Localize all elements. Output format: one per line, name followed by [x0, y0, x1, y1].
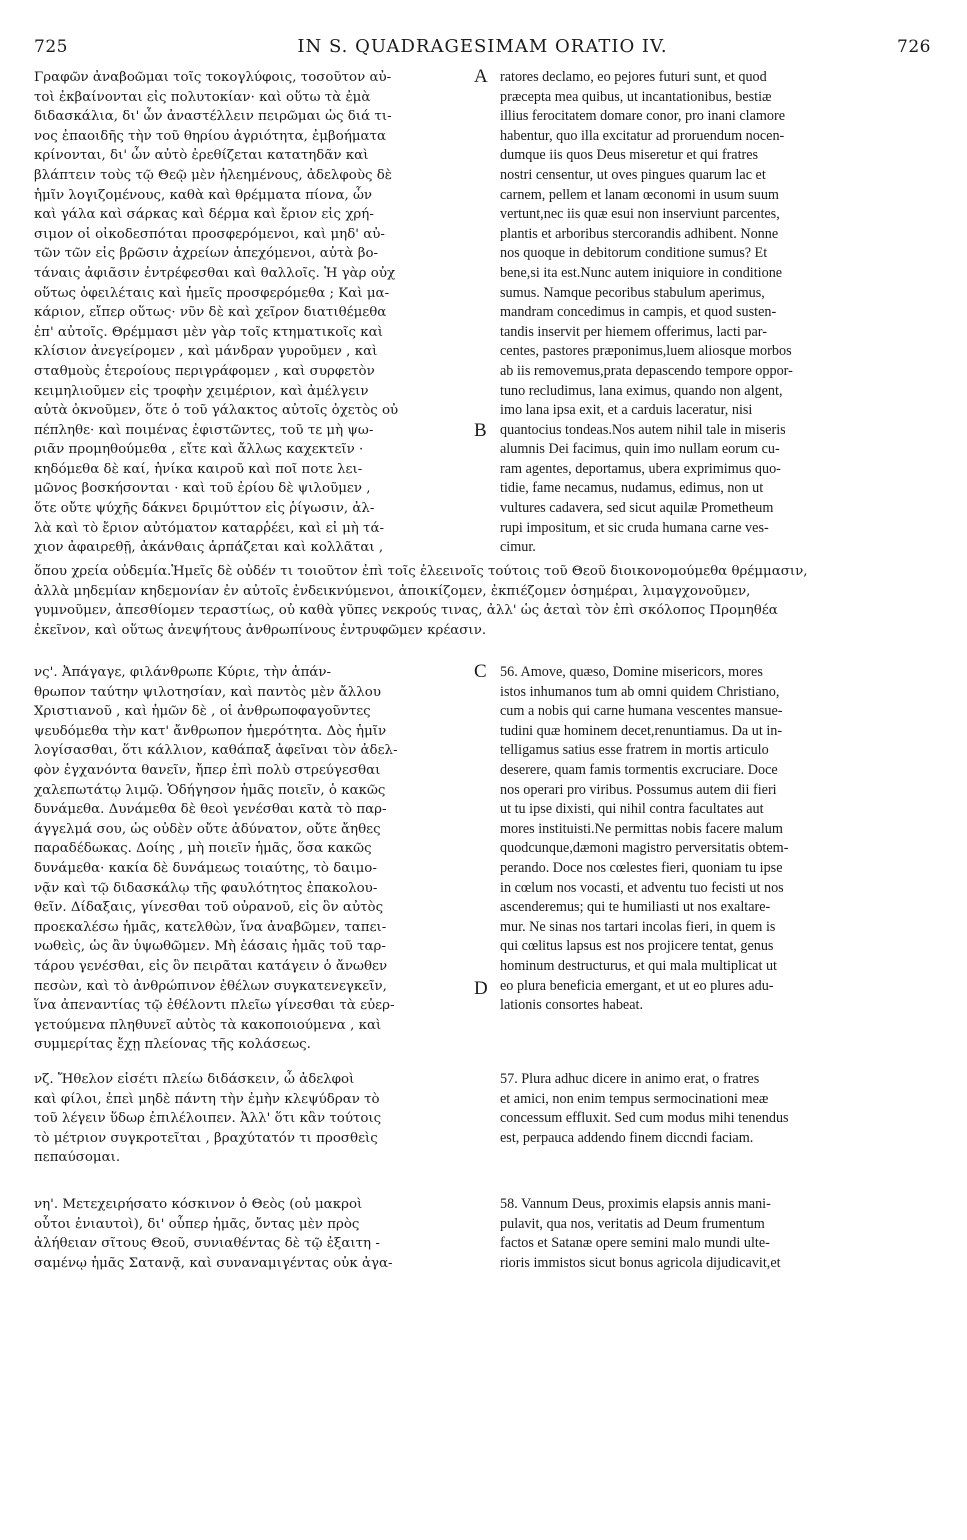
latin-text-line: tandis inservit per hiemem offerimus, lacti par-	[500, 323, 767, 340]
greek-text-line: τοῦ λέγειν ὕδωρ ἐπιλέλοιπεν. Ἀλλ' ὅτι κἂν τούτοις	[34, 1111, 382, 1127]
latin-text-line: vertunt,nec iis quæ esui non inserviunt parcentes,	[500, 206, 780, 223]
greek-text-line: ριᾶν προμηθούμεθα , εἴτε καὶ ἄλλως καχεκτεῖν ·	[34, 442, 364, 458]
greek-text-line: αὐτὰ ὀκνοῦμεν, ὅτε ὁ τοῦ γάλακτος αὐτοῖς ὀχετὸς οὐ	[34, 403, 399, 419]
latin-column-block-3	[500, 1070, 934, 1170]
latin-text-line: nostri censentur, ut oves pingues quarum lac et	[500, 166, 766, 183]
latin-text-line: præcepta mea quibus, ut incantationibus, bestiæ	[500, 88, 772, 105]
section-marker-a: A	[474, 66, 488, 87]
greek-column-block-1	[34, 68, 482, 560]
greek-text-line: πέπληθε· καὶ ποιμένας ἐφιστῶντες, τοῦ τε μὴ ψω-	[34, 422, 374, 438]
greek-text-line: νζ. Ἤθελον εἰσέτι πλείω διδάσκειν, ὦ ἀδελφοὶ	[34, 1072, 355, 1087]
latin-text-line: illius ferocitatem domare conor, pro inani clamore	[500, 108, 786, 125]
greek-text-line: ἀλήθειαν σῖτους Θεοῦ, συνιαθέντας δὲ τῷ ἐξαιτη -	[34, 1236, 380, 1252]
latin-text-line: carnem, pellem et lanam œconomi in usum suum	[500, 186, 779, 203]
latin-text-line: in cœlum nos vocasti, et adventu tuo fecisti ut nos	[500, 879, 784, 896]
greek-text-line: γυμνοῦμεν, ἀπεσθίομεν τεραστίως, οὐ καθὰ γῦπες νεκρούς τινας, ἀλλ' ὡς ἀεταὶ τὸν ἐπὶ σκόλοπος Προμηθέα	[34, 603, 778, 619]
greek-text-line: τάναις ἀφιᾶσιν ἐντρέφεσθαι καὶ θαλλοῖς. Ἡ γὰρ οὐχ	[34, 265, 396, 281]
greek-text-line: κλίσιον ἀνεγείρομεν , καὶ μάνδραν γυροῦμεν , καὶ	[34, 344, 378, 360]
latin-text-line: centes, pastores præponimus,luem aliosque morbos	[500, 343, 792, 360]
latin-text-line: ab iis removemus,prata depascendo tempore oppor-	[500, 362, 793, 379]
latin-text-line: perando. Doce nos cœlestes fieri, quoniam tu ipse	[500, 859, 783, 876]
greek-text-line: νωθεὶς, ὡς ἂν ὑψωθῶμεν. Μὴ ἐάσαις ἡμᾶς τοῦ ταρ-	[34, 939, 386, 955]
greek-text-line: καὶ γάλα καὶ σάρκας καὶ δέρμα καὶ ἔριον εἰς χρή-	[34, 207, 374, 223]
greek-text-line: Γραφῶν ἀναβοῶμαι τοῖς τοκογλύφοις, τοσοῦτον αὐ-	[34, 70, 392, 85]
latin-text-line: ram agentes, deportamus, ubera exprimimus quo-	[500, 460, 781, 477]
latin-text-line: et amici, non enim tempus sermocinationi meæ	[500, 1090, 769, 1107]
latin-text-line: lationis consortes habeat.	[500, 997, 644, 1014]
greek-text-line: προεκαλέσω ἡμᾶς, κατελθὼν, ἵνα ἀναβῶμεν, ταπει-	[34, 919, 387, 935]
latin-column-block-1	[500, 68, 934, 560]
greek-text-line: νη'. Μετεχειρήσατο κόσκινον ὁ Θεὸς (οὐ μακροὶ	[34, 1197, 363, 1212]
greek-text-line: νος ἐπαοιδῆς τὴν τοῦ θηρίου ἀγριότητα, ἐμβοήματα	[34, 128, 387, 144]
section-marker-c: C	[474, 661, 487, 682]
greek-text-line: οὗτοι ἐνιαυτοὶ), δι' οὗπερ ἡμᾶς, ὄντας μὲν πρὸς	[34, 1216, 360, 1232]
section-marker-d: D	[474, 978, 488, 999]
greek-text-line: ἐπ' αὐτοῖς. Θρέμμασι μὲν γὰρ τοῖς κτηματικοῖς καὶ	[34, 324, 383, 340]
greek-text-line: πεσὼν, καὶ τὸ ἀνθρώπινον ἐθέλων συγκατενεγκεῖν,	[34, 978, 387, 994]
greek-text-line: καὶ φίλοι, ἐπεὶ μηδὲ πάντη τὴν ἐμὴν κλεψύδραν τὸ	[34, 1091, 380, 1107]
latin-text-line: nos operari pro viribus. Possumus autem dii fieri	[500, 781, 777, 798]
greek-fullwidth-block-1	[34, 562, 934, 642]
latin-column-block-2	[500, 663, 934, 1057]
greek-text-line: νᾷν καὶ τῷ διδασκάλῳ τῆς φαυλότητος ἐπακολου-	[34, 880, 378, 896]
greek-text-line: πεπαύσομαι.	[34, 1150, 121, 1166]
latin-text-line: qui cœlitus lapsus est nos projicere tentat, genus	[500, 938, 774, 955]
latin-text-line: telligamus satius esse fratrem in mortis articulo	[500, 742, 769, 759]
greek-text-line: σταθμοὺς ἑτεροίους περιγράφομεν , καὶ συρφετὸν	[34, 363, 375, 379]
latin-text-line: ratores declamo, eo pejores futuri sunt, et quod	[500, 69, 767, 85]
greek-text-line: ὅτε οὔτε ψύχῆς δάκνει δριμύττον εἰς ῥίγωσιν, ἀλ-	[34, 501, 375, 517]
latin-text-line: concessum effluxit. Sed cum modus mihi tenendus	[500, 1110, 789, 1127]
greek-text-line: διδασκάλια, δι' ὧν ἀναστέλλειν πειρῶμαι ὡς διά τι-	[34, 109, 392, 125]
greek-column-block-2	[34, 663, 482, 1057]
greek-text-line: άγγελμά σου, ὡς οὐδὲν οὔτε ἀδύνατον, οὔτε ἄηθες	[34, 821, 381, 837]
greek-text-line: κειμηλιοῦμεν εἰς τροφὴν χειμέριον, καὶ ἀμέλγειν	[34, 383, 369, 399]
latin-text-line: rupi impositum, et sic cruda humana carne ves-	[500, 519, 769, 536]
latin-column-block-4	[500, 1195, 934, 1277]
greek-text-line: φὸν ἐγχανόντα θανεῖν, ἤπερ ἐπὶ πολὺ στρεύγεσθαι	[34, 762, 381, 778]
greek-text-line: ὅπου χρεία οὐδεμία.Ἡμεῖς δὲ οὐδέν τι τοιοῦτον ἐπὶ τοῖς ἐλεεινοῖς τούτοις τοῦ Θεοῦ διοικονομούμεθα θρέμμασιν,	[34, 564, 808, 579]
latin-text-line: quantocius tondeas.Nos autem nihil tale in miseris	[500, 421, 786, 438]
greek-text-line: λογίσασθαι, ὅτι κάλλιον, καθάπαξ ἀφεῖναι τὸν ἀδελ-	[34, 743, 398, 759]
greek-text-line: θρωπον ταύτην ψιλοτησίαν, καὶ παντὸς μὲν ἄλλου	[34, 684, 381, 700]
running-header	[34, 36, 931, 62]
latin-text-line: eo plura beneficia emergant, et ut eo plures adu-	[500, 977, 774, 994]
latin-text-line: hominum destructurus, et qui mala multiplicat ut	[500, 957, 778, 974]
running-title: IN S. QUADRAGESIMAM ORATIO IV.	[297, 36, 668, 57]
latin-text-line: ut tu ipse dixisti, qui nihil contra facultates aut	[500, 801, 764, 818]
greek-text-line: νς'. Ἀπάγαγε, φιλάνθρωπε Κύριε, τὴν ἀπάν-	[34, 665, 332, 680]
greek-text-line: δυνάμεθα. Δυνάμεθα δὲ θεοὶ γενέσθαι κατὰ τὸ παρ-	[34, 802, 387, 818]
greek-text-line: ἡμῖν λογιζομένους, καθὰ καὶ θρέμματα πίονα, ὧν	[34, 187, 373, 203]
greek-text-line: τῶν τῶν εἰς βρῶσιν ἀχρείων ἀπεχόμενοι, αὐτὰ βο-	[34, 246, 379, 262]
latin-text-line: rioris immistos sicut bonus agricola dijudicavit,et	[500, 1254, 781, 1271]
latin-text-line: imo lana ipsa exit, et a carduis laceratur, nisi	[500, 402, 753, 419]
greek-text-line: συμμερίτας ἔχῃ πλείονας τῆς κολάσεως.	[34, 1037, 311, 1053]
greek-text-line: σιμον οἱ οἰκοδεσπόται προσφερόμενοι, καὶ μηδ' αὐ-	[34, 226, 385, 242]
latin-text-line: mur. Ne sinas nos tartari incolas fieri, in quem is	[500, 918, 776, 935]
greek-text-line: τὸ μέτριον συγκροτεῖται , βραχύτατόν τι προσθεὶς	[34, 1130, 378, 1146]
latin-text-line: bene,si ita est.Nunc autem iniquiore in conditione	[500, 264, 783, 281]
greek-text-line: σαμένῳ ἡμᾶς Σατανᾷ, καὶ συναναμιγέντας οὐκ ἀγα-	[34, 1255, 393, 1271]
latin-text-line: vultures cadavera, sed sicut aquilæ Prometheum	[500, 500, 774, 517]
greek-text-line: μῶνος βοσκήσονται · καὶ τοῦ ἐρίου δὲ ψιλοῦμεν ,	[34, 481, 371, 497]
latin-text-line: alumnis Dei facimus, quin imo nullam eorum cu-	[500, 441, 780, 458]
greek-text-line: τοὶ ἐκβαίνονται εἰς πολυτοκίαν· καὶ οὕτω τὰ ἐμὰ	[34, 89, 371, 105]
right-page-number: 726	[897, 37, 931, 57]
left-page-number: 725	[34, 37, 68, 57]
greek-text-line: χιον ἀφαιρεθῇ, ἀκάνθαις ἁρπάζεται καὶ κολλᾶται ,	[34, 540, 384, 556]
greek-text-line: ἀλλὰ μηδεμίαν κηδεμονίαν ἐν αὐτοῖς ἐνδεικνύμενοι, ἀποικίζομεν, ἐκπιέζομεν ὁσημέραι, λιμαγχονοῦμεν,	[34, 583, 751, 599]
greek-text-line: ψευδόμεθα τὴν κατ' ἄνθρωπον ἡμερότητα. Δὸς ἡμῖν	[34, 723, 387, 739]
latin-text-line: dumque iis quos Deus miseretur et qui fratres	[500, 147, 759, 164]
greek-text-line: κάριον, εἴπερ οὕτως· νῦν δὲ καὶ χεῖρον διατιθέμεθα	[34, 305, 387, 321]
greek-text-line: δυνάμεθα· κακία δὲ δυνάμεως τοιαύτης, τὸ δαιμο-	[34, 860, 377, 876]
greek-text-line: κρίνονται, δι' ὧν αὐτὸ ἐρεθίζεται κατατηδᾶν καὶ	[34, 148, 369, 164]
greek-text-line: λὰ καὶ τὸ ἔριον αὐτόματον καταρῥέει, καὶ εἰ μὴ τά-	[34, 520, 385, 536]
greek-text-line: βλάπτειν τοὺς τῷ Θεῷ μὲν ἠλεημένους, ἀδελφοὺς δὲ	[34, 167, 392, 183]
greek-column-block-3	[34, 1070, 482, 1170]
latin-text-line: habentur, quo illa excitatur ad proruendum nocen-	[500, 127, 785, 144]
latin-text-line: tuno recludimus, lana eximus, quando non algent,	[500, 382, 783, 399]
latin-text-line: plantis et arboribus stercorandis adhibent. Nonne	[500, 225, 779, 242]
latin-text-line: 56. Amove, quæso, Domine misericors, mores	[500, 664, 763, 680]
latin-text-line: quodcunque,dæmoni magistro perversitatis obtem-	[500, 840, 789, 857]
latin-text-line: tidie, fame necamus, nudamus, edimus, non ut	[500, 480, 764, 497]
latin-text-line: mandram concedimus in campis, et quod susten-	[500, 304, 777, 321]
greek-column-block-4	[34, 1195, 482, 1277]
latin-text-line: pulavit, qua nos, veritatis ad Deum frumentum	[500, 1215, 765, 1232]
latin-text-line: ascenderemus; qui te humiliasti ut nos exaltare-	[500, 899, 771, 916]
latin-text-line: cum a nobis qui carne humana vescentes mansue-	[500, 703, 783, 720]
greek-text-line: γετούμενα πληθυνεῖ αὐτὸς τὰ κακοποιούμενα , καὶ	[34, 1017, 382, 1033]
latin-text-line: 58. Vannum Deus, proximis elapsis annis mani-	[500, 1196, 771, 1212]
greek-text-line: ἐκεῖνον, καὶ οὕτως ἀνεψήτους ἀνθρωπίνους ἐντρυφῶμεν κρέασιν.	[34, 622, 487, 638]
latin-text-line: nos quoque in debitorum conditione sumus? Et	[500, 245, 768, 262]
greek-text-line: τάρου γενέσθαι, εἰς ὃν πειρᾶται κατάγειν ὁ ἄνωθεν	[34, 958, 388, 974]
latin-text-line: cimur.	[500, 539, 536, 556]
greek-text-line: χαλεπωτάτῳ λιμῷ. Ὁδήγησον ἡμᾶς ποιεῖν, ὁ κακῶς	[34, 782, 386, 798]
section-marker-b: B	[474, 420, 487, 441]
greek-text-line: θεῖν. Δίδαξαις, γίνεσθαι τοῦ οὐρανοῦ, εἰς ὃν αὐτὸς	[34, 900, 384, 916]
latin-text-line: deserere, quam famis tormentis excruciare. Doce	[500, 761, 778, 778]
greek-text-line: Χριστιανοῦ , καὶ ἡμῶν δὲ , οἱ ἀνθρωποφαγοῦντες	[34, 704, 371, 720]
latin-text-line: 57. Plura adhuc dicere in animo erat, o fratres	[500, 1071, 760, 1087]
latin-text-line: sumus. Namque pecoribus stabulum aperimus,	[500, 284, 765, 301]
greek-text-line: οὕτως ὀφειλέταις καὶ ἡμεῖς προσφερόμεθα ; Καὶ μα-	[34, 285, 390, 301]
latin-text-line: est, perpauca addendo finem diccndi faciam.	[500, 1129, 754, 1146]
latin-text-line: mores instituisti.Ne permittas nobis facere malum	[500, 820, 783, 837]
greek-text-line: παραδέδωκας. Δοίης , μὴ ποιεῖν ἡμᾶς, ὅσα κακῶς	[34, 841, 372, 857]
greek-text-line: κηδόμεθα δὲ καί, ἡνίκα καιροῦ καὶ ποῖ ποτε λει-	[34, 461, 363, 477]
latin-text-line: factos et Satanæ opere semini malo mundi ulte-	[500, 1235, 770, 1252]
latin-text-line: tudini quæ hominem decet,renuntiamus. Da ut in-	[500, 722, 783, 739]
latin-text-line: istos inhumanos tum ab omni quidem Christiano,	[500, 683, 780, 700]
greek-text-line: ἵνα ἀπεναντίας τῷ ἐθέλοντι πλεῖω γίνεσθαι τὰ εὐερ-	[34, 998, 395, 1014]
